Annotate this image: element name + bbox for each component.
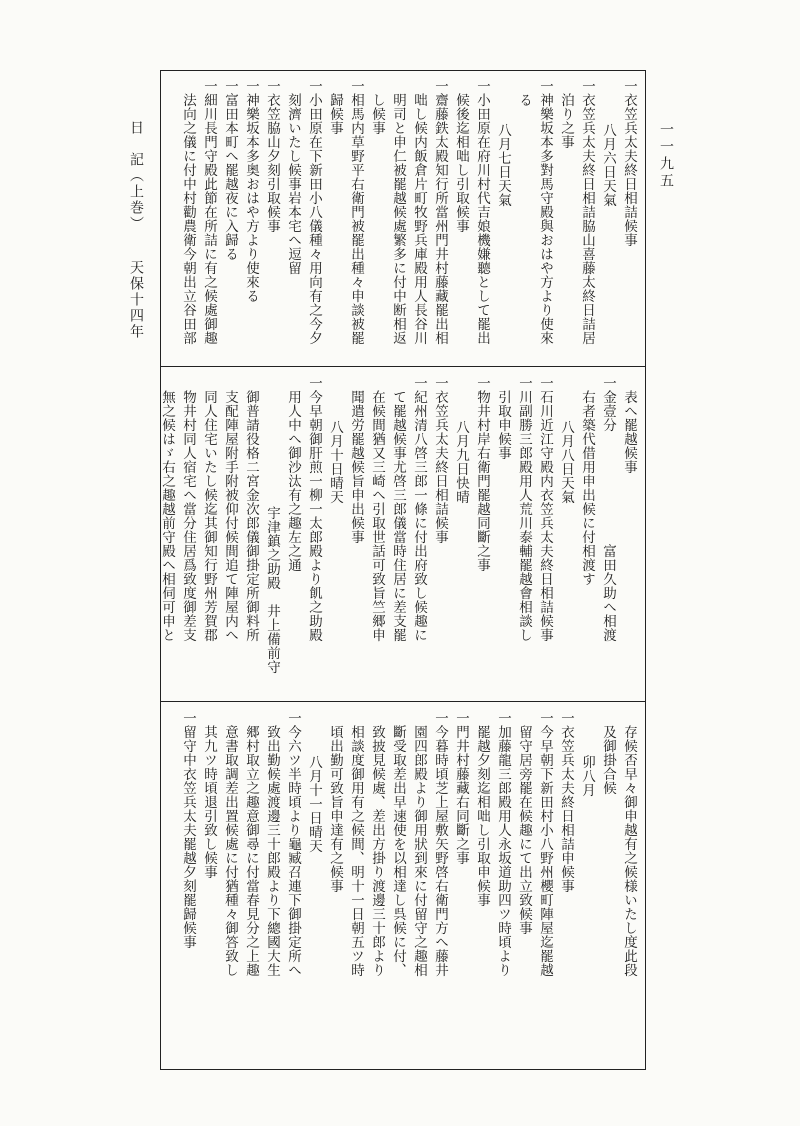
text-column: 同人住宅いたし候迄其御知行野州芳賀郡 xyxy=(201,390,217,642)
text-column: 及御掛合候 xyxy=(600,725,616,795)
text-column: る xyxy=(516,93,532,107)
band-divider xyxy=(161,366,645,367)
text-column: 一衣笠兵太夫終日相詰脇山喜藤太終日詰居 xyxy=(579,79,595,345)
text-column: 候後迄相咄し引取候事 xyxy=(453,93,469,233)
text-column: 歸候事 xyxy=(327,93,343,135)
text-column: 留守居旁罷在候趣にて出立致候事 xyxy=(516,725,532,935)
date-heading: 卯八月 xyxy=(579,755,595,797)
text-column: 一衣笠兵太夫終日相詰候事 xyxy=(432,376,448,544)
text-column: 一今六ツ半時頃より龜臧召連下御掛定所へ xyxy=(285,711,301,977)
text-column: 一小田原在府川村代吉娘機嫌聽として罷出 xyxy=(474,79,490,345)
text-column: 無之候はゞ右之趣越前守殿へ相伺可申と xyxy=(159,390,175,642)
text-column: 泊り之事 xyxy=(558,93,574,149)
text-column: 致披見候處、差出方掛り渡邊三十郎より xyxy=(369,725,385,977)
text-column: 其九ツ時頃退引致し候事 xyxy=(201,725,217,879)
text-column: 明司と申仁被罷越候處繁多に付中断相返 xyxy=(390,93,406,345)
date-heading: 八月十日晴天 xyxy=(327,420,343,504)
text-column: 一今早朝下新田村小八野州櫻町陣屋迄罷越 xyxy=(537,711,553,977)
text-column: 聞遣労罷越候旨申出候事 xyxy=(348,390,364,544)
text-column: 頃出勤可致旨申達有之候事 xyxy=(327,725,343,893)
text-column: 御普請役格二宮金次郎儀御掛定所御料所 xyxy=(243,390,259,642)
text-column: て罷越候事尤啓三郎儀當時住居に差支罷 xyxy=(390,390,406,642)
text-column: 法向之儀に付中村勸農衛今朝出立谷田部 xyxy=(180,93,196,345)
text-column: 右者築代借用申出候に付相渡す xyxy=(579,390,595,586)
running-head-left xyxy=(126,120,146,340)
text-column: 一紀州清八啓三郎一條に付出府致し候趣に xyxy=(411,376,427,642)
text-column: 物井村同人宿宅へ當分住居爲致度御差支 xyxy=(180,390,196,642)
text-column: 咄し候内飯倉片町牧野兵庫殿用人長谷川 xyxy=(411,93,427,345)
text-column: 一川副勝三郎殿用人荒川泰輔罷越會相談し xyxy=(516,376,532,642)
text-column: 一衣笠脇山夕刻引取候事 xyxy=(264,79,280,233)
text-frame xyxy=(160,70,646,1070)
text-column: 一加藤龍三郎殿用人永坂道助四ツ時頃より xyxy=(495,711,511,977)
text-column: 一留守中衣笠兵太夫罷越夕刻罷歸候事 xyxy=(180,711,196,949)
text-column: 用人中へ御沙汰有之趣左之通 xyxy=(285,390,301,572)
text-column: 致出勤候處渡邊三十郎殿より下總國大生 xyxy=(264,725,280,977)
date-heading: 八月九日快晴 xyxy=(453,420,469,504)
text-column: 支配陣屋附手附被仰付候間追て陣屋内へ xyxy=(222,390,238,642)
band-divider xyxy=(161,701,645,702)
date-heading: 八月八日天氣 xyxy=(558,420,574,504)
text-column: 一齋藤鉄太殿知行所當州門井村藤藏罷出相 xyxy=(432,79,448,345)
text-column: 一衣笠兵太夫終日相詰候事 xyxy=(621,79,637,247)
text-column: 引取申候事 xyxy=(495,390,511,460)
text-column: 一物井村岸右衛門罷越同斷之事 xyxy=(474,376,490,572)
text-column: 郷村取立之趣意御尋に付當春見分之上趣 xyxy=(243,725,259,977)
text-band-middle xyxy=(161,368,645,701)
text-column: 宇津鎮之助殿 井上備前守 xyxy=(264,506,280,674)
text-column: 一門井村藤藏右同斷之事 xyxy=(453,711,469,865)
date-heading: 八月十一日晴天 xyxy=(306,755,322,853)
text-column: 刻濟いたし候事岩本宅へ逗留 xyxy=(285,93,301,275)
text-band-top xyxy=(161,71,645,366)
page-number: 一一九五 xyxy=(658,122,674,190)
text-column: 一金壹分 富田久助へ相渡 xyxy=(600,376,616,642)
text-column: 一神樂坂本多奥おはや方より使來る xyxy=(243,79,259,303)
text-column: 一神樂坂本多對馬守殿與おはや方より使來 xyxy=(537,79,553,345)
text-column: 存候否早々御申越有之候様いたし度此段 xyxy=(621,725,637,977)
text-column: 相談度御用有之候間、明十一日朝五ツ時 xyxy=(348,725,364,977)
text-column: 一小田原在下新田小八儀種々用向有之今夕 xyxy=(306,79,322,345)
text-column: 一細川長門守殿此節在所詰に有之候處御趣 xyxy=(201,79,217,345)
text-column: 一衣笠兵太夫終日相詰申候事 xyxy=(558,711,574,893)
text-column: 一今早朝御肝煎一柳一太郎殿より飢之助殿 xyxy=(306,376,322,642)
text-column: 一今暮時頃芝上屋敷矢野啓右衛門方へ藤井 xyxy=(432,711,448,977)
text-column: 在候間猶又三崎へ引取世話可致旨竺郷申 xyxy=(369,390,385,642)
text-column: 一相馬内草野平右衛門被罷出種々申談被罷 xyxy=(348,79,364,345)
text-column: 園四郎殿より御用狀到來に付留守之趣相 xyxy=(411,725,427,977)
date-heading: 八月六日天氣 xyxy=(600,123,616,207)
text-column: 一石川近江守殿内衣笠兵太夫終日相詰候事 xyxy=(537,376,553,642)
text-column: し候事 xyxy=(369,93,385,135)
text-column: 一富田本町へ罷越夜に入歸る xyxy=(222,79,238,261)
text-band-bottom xyxy=(161,703,645,1069)
text-column: 意書取調差出置候處に付猶種々御答致し xyxy=(222,725,238,977)
book-title: 日 記（上巻） xyxy=(128,120,144,232)
era-label: 天保十四年 xyxy=(128,260,144,340)
date-heading: 八月七日天氣 xyxy=(495,123,511,207)
text-column: 罷越夕刻迄相咄し引取申候事 xyxy=(474,725,490,907)
text-column: 斷受取差出早速使を以相達し呉候に付、 xyxy=(390,725,406,977)
text-column: 表へ罷越候事 xyxy=(621,390,637,474)
